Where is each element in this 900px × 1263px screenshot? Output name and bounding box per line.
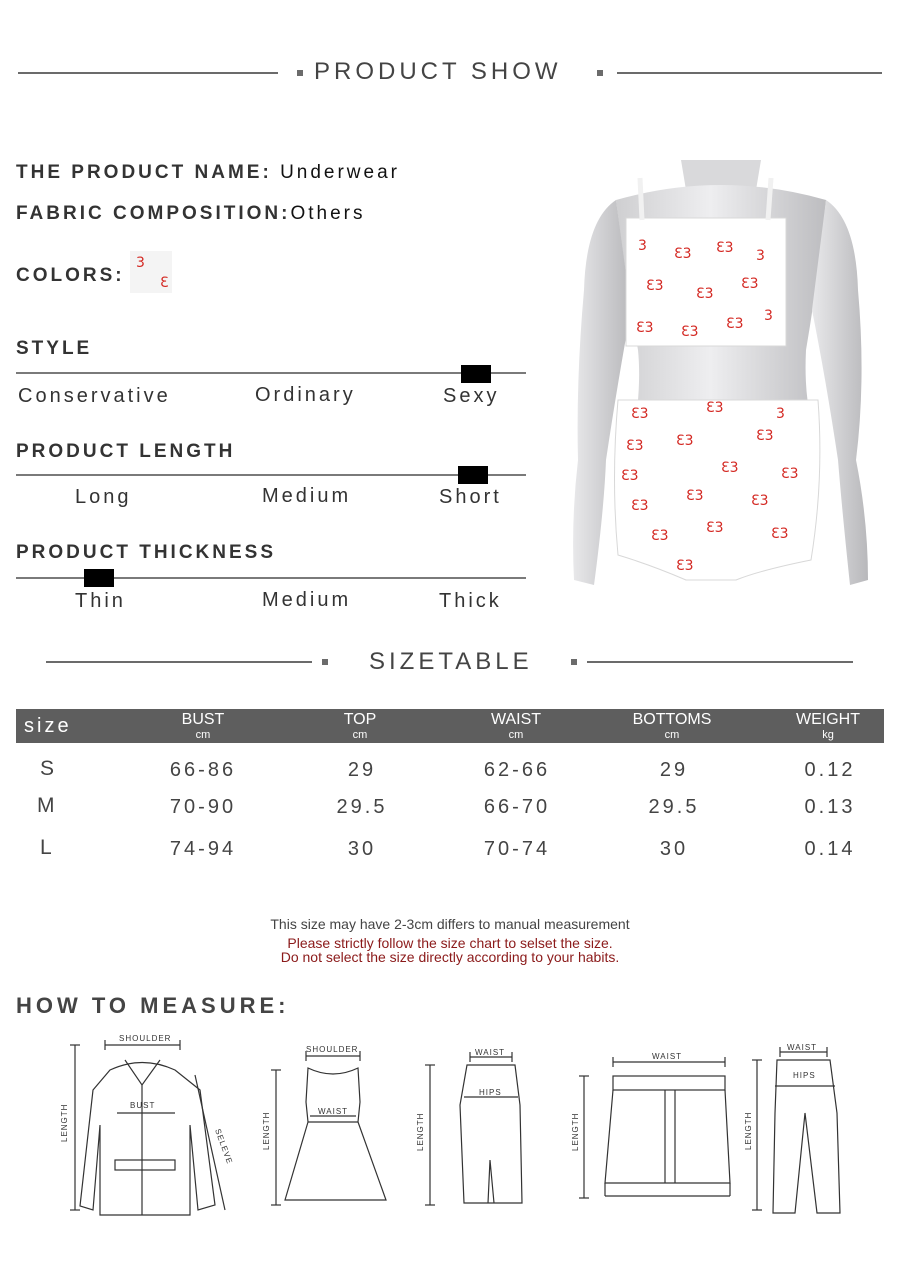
svg-text:Ɛ: Ɛ (160, 275, 169, 291)
size-cell: L (40, 836, 52, 859)
dress-shoulder-label: SHOULDER (306, 1045, 359, 1054)
waist-cell: 66-70 (483, 796, 551, 818)
svg-text:3: 3 (764, 308, 773, 324)
thickness-option-thick: Thick (439, 590, 502, 612)
dress-length-label: LENGTH (262, 1111, 271, 1150)
dress-diagram (258, 1040, 398, 1215)
svg-text:Ɛ3: Ɛ3 (686, 488, 704, 504)
pants-waist-label: WAIST (787, 1043, 818, 1052)
product-name-label: THE PRODUCT NAME: (16, 162, 272, 183)
svg-text:Ɛ3: Ɛ3 (696, 286, 714, 302)
svg-text:3: 3 (638, 238, 647, 254)
svg-text:Ɛ3: Ɛ3 (751, 493, 769, 509)
svg-text:Ɛ3: Ɛ3 (771, 526, 789, 542)
print-pattern-icon (130, 251, 172, 293)
product-name-value: Underwear (280, 162, 400, 183)
top-cell: 29.5 (336, 796, 388, 818)
svg-text:Ɛ3: Ɛ3 (651, 528, 669, 544)
bottoms-cell: 30 (659, 838, 689, 860)
dress-waist-label: WAIST (318, 1107, 349, 1116)
column-header-waist: WAIST cm (490, 711, 542, 741)
style-title: STYLE (16, 338, 93, 359)
fabric-value: Others (290, 203, 366, 224)
size-cell: S (40, 757, 55, 780)
length-option-short: Short (439, 486, 502, 508)
column-header-weight: WEIGHT kg (796, 711, 860, 741)
skirt-waist-label: WAIST (475, 1048, 506, 1057)
jacket-bust-label: BUST (130, 1101, 156, 1110)
weight-cell: 0.13 (804, 796, 856, 818)
svg-text:Ɛ3: Ɛ3 (726, 316, 744, 332)
style-option-conservative: Conservative (18, 385, 171, 407)
bottoms-cell: 29.5 (648, 796, 700, 818)
svg-text:Ɛ3: Ɛ3 (626, 438, 644, 454)
svg-text:Ɛ3: Ɛ3 (716, 240, 734, 256)
skirt-hips-label: HIPS (479, 1088, 502, 1097)
mannequin-illustration (556, 160, 886, 605)
svg-text:Ɛ3: Ɛ3 (621, 468, 639, 484)
svg-text:3: 3 (756, 248, 765, 264)
bust-cell: 74-94 (169, 838, 237, 860)
svg-text:Ɛ3: Ɛ3 (706, 400, 724, 416)
thickness-marker (84, 569, 114, 587)
svg-text:Ɛ3: Ɛ3 (646, 278, 664, 294)
fabric-label: FABRIC COMPOSITION: (16, 203, 291, 224)
shorts-waist-label: WAIST (652, 1052, 683, 1061)
svg-text:Ɛ3: Ɛ3 (636, 320, 654, 336)
waist-cell: 70-74 (483, 838, 551, 860)
header-bullet-right (597, 70, 603, 76)
shorts-diagram (570, 1048, 750, 1203)
pants-hips-label: HIPS (793, 1071, 816, 1080)
jacket-shoulder-label: SHOULDER (119, 1034, 172, 1043)
sizetable-bullet-left (322, 659, 328, 665)
product-photo (556, 160, 886, 605)
jacket-sleeve-label: SELEVE (213, 1127, 235, 1166)
svg-text:Ɛ3: Ɛ3 (781, 466, 799, 482)
colors-row (16, 265, 125, 287)
product-name-row (16, 162, 400, 184)
header-bullet-left (297, 70, 303, 76)
jacket-diagram (55, 1030, 240, 1222)
bust-cell: 66-86 (169, 759, 237, 781)
sizetable-title: SIZETABLE (369, 648, 533, 675)
column-header-top: TOP cm (343, 711, 377, 741)
svg-text:3: 3 (136, 255, 145, 271)
size-table-header (16, 709, 884, 743)
length-option-long: Long (75, 486, 132, 508)
svg-text:Ɛ3: Ɛ3 (676, 558, 694, 574)
measurement-note: This size may have 2-3cm differs to manual measurement (270, 916, 630, 932)
style-option-sexy: Sexy (443, 385, 500, 407)
style-scale-line (16, 372, 526, 374)
length-option-medium: Medium (262, 485, 352, 507)
skirt-length-label: LENGTH (416, 1112, 425, 1151)
pants-length-label: LENGTH (744, 1111, 753, 1150)
column-header-bottoms: BOTTOMS cm (632, 711, 712, 741)
page-title: PRODUCT SHOW (314, 58, 562, 85)
thickness-option-thin: Thin (75, 590, 126, 612)
top-cell: 29 (347, 759, 377, 781)
svg-text:Ɛ3: Ɛ3 (681, 324, 699, 340)
svg-text:Ɛ3: Ɛ3 (721, 460, 739, 476)
waist-cell: 62-66 (483, 759, 551, 781)
svg-text:Ɛ3: Ɛ3 (676, 433, 694, 449)
sizetable-bullet-right (571, 659, 577, 665)
weight-cell: 0.12 (804, 759, 856, 781)
thickness-title: PRODUCT THICKNESS (16, 542, 277, 563)
svg-text:Ɛ3: Ɛ3 (631, 406, 649, 422)
svg-text:Ɛ3: Ɛ3 (706, 520, 724, 536)
weight-cell: 0.14 (804, 838, 856, 860)
size-warning-1: Please strictly follow the size chart to selset the size. (287, 935, 613, 951)
sizetable-rule-right (587, 661, 853, 663)
pants-diagram (745, 1038, 865, 1223)
bottoms-cell: 29 (659, 759, 689, 781)
color-swatch[interactable] (130, 251, 172, 293)
thickness-option-medium: Medium (262, 589, 352, 611)
skirt-diagram (412, 1045, 542, 1215)
svg-text:Ɛ3: Ɛ3 (631, 498, 649, 514)
length-title: PRODUCT LENGTH (16, 441, 236, 462)
header-rule-left (18, 72, 278, 74)
svg-text:Ɛ3: Ɛ3 (756, 428, 774, 444)
svg-text:3: 3 (776, 406, 785, 422)
top-cell: 30 (347, 838, 377, 860)
svg-text:Ɛ3: Ɛ3 (674, 246, 692, 262)
length-marker (458, 466, 488, 484)
shorts-length-label: LENGTH (571, 1112, 580, 1151)
style-marker (461, 365, 491, 383)
colors-label: COLORS: (16, 265, 125, 286)
size-warning-2: Do not select the size directly according to your habits. (280, 949, 620, 965)
column-header-size: size (24, 715, 72, 737)
style-option-ordinary: Ordinary (255, 384, 356, 406)
length-scale-line (16, 474, 526, 476)
bust-cell: 70-90 (169, 796, 237, 818)
jacket-length-label: LENGTH (60, 1103, 69, 1142)
svg-text:Ɛ3: Ɛ3 (741, 276, 759, 292)
header-rule-right (617, 72, 882, 74)
size-cell: M (37, 794, 55, 817)
how-to-measure-title: HOW TO MEASURE: (16, 993, 290, 1018)
sizetable-rule-left (46, 661, 312, 663)
column-header-bust: BUST cm (181, 711, 225, 741)
fabric-row (16, 203, 365, 225)
